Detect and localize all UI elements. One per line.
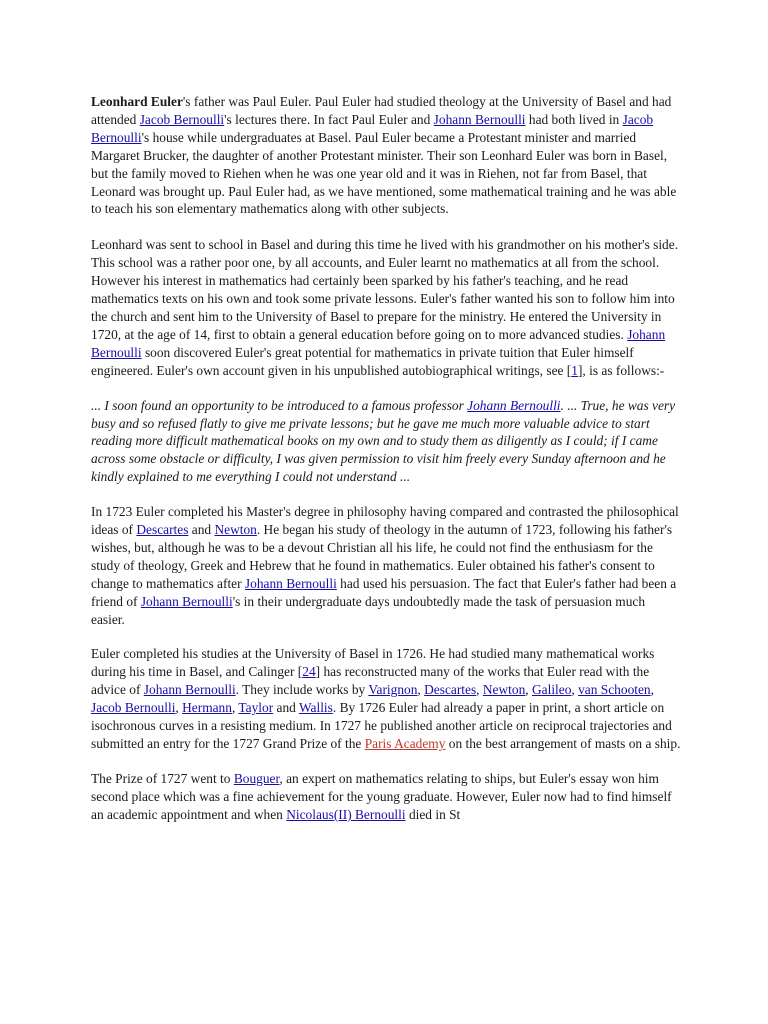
link-paris-academy[interactable]: Paris Academy [364, 736, 446, 751]
link-johann-bernoulli[interactable]: Johann Bernoulli [143, 682, 236, 698]
link-galileo[interactable]: Galileo [531, 682, 572, 698]
link-johann-bernoulli[interactable]: Johann Bernoulli [140, 593, 233, 609]
text-run: Euler completed his studies at the University of Basel in 1726. He had studied many mathematical works during his time in Basel, and Calinger [ [91, 646, 655, 680]
text-run: . By 1726 Euler had already a paper in print, a short article on isochronous curves in a resisting medium. In 1727 he published another article on reciprocal trajectories and submitted an entry for the 1727 Grand Prize of the [91, 700, 672, 751]
text-run: . ... True, he was very busy and so refused flatly to give me private lessons; but he gave me much more valuable advice to start reading more difficult mathematical books on my own and to study them as diligently as I could; if I came across some obstacle or difficulty, I was given permission to visit him freely every Sunday afternoon and he kindly explained to me everything I could not understand ... [91, 397, 676, 485]
text-run: , [231, 700, 239, 716]
text-run: 's house while undergraduates at Basel. Paul Euler became a Protestant minister and married Margaret Brucker, the daughter of another Protestant minister. Their son Leonhard Euler was born in Basel, but the family moved to Riehen when he was one year old and it was in Riehen, not far from Basel, that Leonard was brought up. Paul Euler had, as we have mentioned, some mathematical training and he was able to teach his son elementary mathematics along with other subjects. [91, 129, 677, 217]
text-run: and [273, 700, 299, 716]
text-run: 's father was Paul Euler. Paul Euler had studied theology at the University of Basel and had attended [91, 94, 672, 127]
paragraph-schooling [91, 236, 681, 379]
article-body [91, 93, 681, 841]
link-24[interactable]: 24 [302, 664, 316, 680]
link-1[interactable]: 1 [571, 362, 578, 378]
link-varignon[interactable]: Varignon [368, 682, 418, 698]
link-newton[interactable]: Newton [482, 682, 526, 698]
subject-name: Leonhard Euler [91, 94, 183, 109]
text-run: , [650, 682, 654, 698]
link-wallis[interactable]: Wallis [298, 700, 333, 716]
link-jacob-bernoulli[interactable]: Jacob Bernoulli [91, 111, 654, 145]
text-run: , an expert on mathematics relating to ships, but Euler's essay won him second place which was a fine achievement for the young graduate. However, Euler now had to find himself an academic appointment and when [91, 770, 672, 822]
link-jacob-bernoulli[interactable]: Jacob Bernoulli [91, 700, 176, 716]
text-run: , [525, 682, 532, 698]
link-van-schooten[interactable]: van Schooten [578, 682, 651, 698]
link-newton[interactable]: Newton [214, 522, 257, 538]
text-run: . He began his study of theology in the autumn of 1723, following his father's wishes, but, although he was to be a devout Christian all his life, he could not find the enthusiasm for the study of theology, Greek and Hebrew that he found in mathematics. Euler obtained his father's consent to change to mathematics after [91, 522, 673, 591]
text-run: 's in their undergraduate days undoubtedly made the task of persuasion much easier. [91, 593, 646, 627]
text-run: on the best arrangement of masts on a ship. [445, 736, 681, 751]
text-run: , [417, 682, 425, 698]
text-run: ... I soon found an opportunity to be introduced to a famous professor [91, 397, 468, 413]
text-run: ], is as follows:- [577, 362, 665, 378]
link-bouguer[interactable]: Bouguer [233, 770, 280, 786]
paragraph-masters-degree [91, 503, 681, 628]
link-johann-bernoulli[interactable]: Johann Bernoulli [433, 111, 526, 127]
text-run: , [571, 682, 579, 698]
text-run: ] has reconstructed many of the works that Euler read with the advice of [91, 664, 650, 698]
link-johann-bernoulli[interactable]: Johann Bernoulli [244, 575, 337, 591]
paragraph-prize-1727 [91, 770, 681, 824]
autobiography-quote [91, 397, 681, 487]
text-run: soon discovered Euler's great potential for mathematics in private tuition that Euler himself engineered. Euler's own account given in his unpublished autobiographical writings, see [ [91, 344, 634, 378]
link-jacob-bernoulli[interactable]: Jacob Bernoulli [139, 111, 225, 127]
text-run: Leonhard was sent to school in Basel and during this time he lived with his grandmother on his mother's side. This school was a rather poor one, by all accounts, and Euler learnt no mathematics at all from the school. However his interest in mathematics had certainly been sparked by his father's teaching, and he read mathematics texts on his own and took some private lessons. Euler's father wanted his son to follow him into the church and sent him to the University of Basel to prepare for the ministry. He entered the University in 1720, at the age of 14, first to obtain a general education before going on to more advanced studies. [91, 237, 679, 342]
link-nicolaus-ii-bernoulli[interactable]: Nicolaus(II) Bernoulli [286, 806, 406, 822]
text-run: had both lived in [525, 111, 623, 127]
link-hermann[interactable]: Hermann [182, 700, 232, 716]
text-run: The Prize of 1727 went to [91, 770, 234, 786]
link-johann-bernoulli[interactable]: Johann Bernoulli [91, 326, 666, 360]
text-run: and [188, 522, 215, 538]
text-run: , [175, 700, 183, 716]
link-taylor[interactable]: Taylor [238, 700, 274, 716]
text-run: , [476, 682, 483, 698]
link-johann-bernoulli[interactable]: Johann Bernoulli [467, 397, 561, 413]
link-descartes[interactable]: Descartes [136, 522, 189, 538]
text-run: In 1723 Euler completed his Master's degree in philosophy having compared and contrasted the philosophical ideas of [91, 504, 679, 538]
link-descartes[interactable]: Descartes [424, 682, 477, 698]
text-run: had used his persuasion. The fact that Euler's father had been a friend of [91, 575, 677, 609]
text-run: died in St [405, 806, 461, 822]
paragraph-studies-completed [91, 645, 681, 752]
text-run: . They include works by [235, 682, 369, 698]
paragraph-family [91, 93, 681, 218]
text-run: 's lectures there. In fact Paul Euler and [224, 111, 434, 127]
